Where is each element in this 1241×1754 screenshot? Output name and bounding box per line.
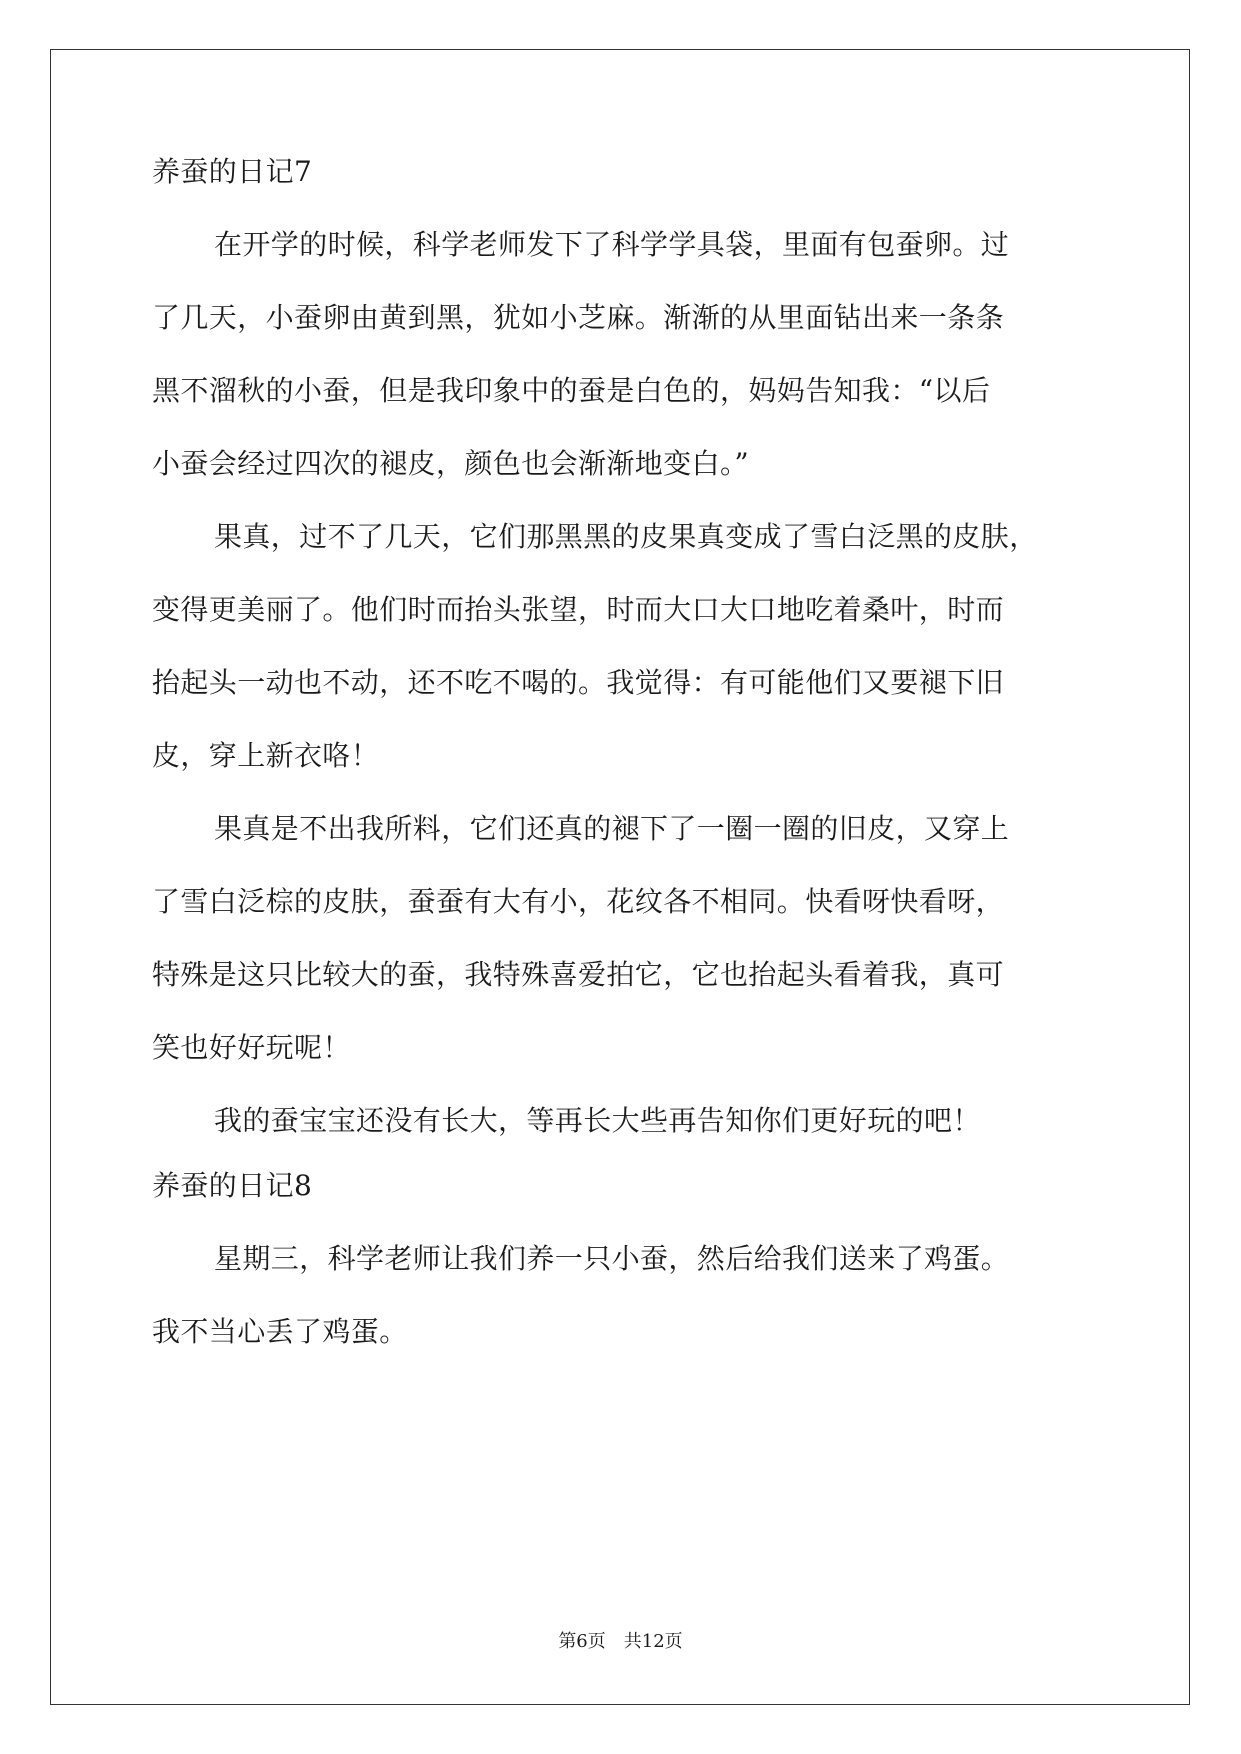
section-heading: 养蚕的日记8	[152, 1169, 313, 1202]
paragraph-line: 星期三，科学老师让我们养一只小蚕，然后给我们送来了鸡蛋。	[214, 1242, 1010, 1275]
paragraph-line: 了雪白泛棕的皮肤，蚕蚕有大有小，花纹各不相同。快看呀快看呀，	[152, 885, 1005, 918]
paragraph-line: 了几天，小蚕卵由黄到黑，犹如小芝麻。渐渐的从里面钻出来一条条	[152, 301, 1005, 334]
page-total: 共12页	[623, 1631, 683, 1652]
paragraph-line: 抬起头一动也不动，还不吃不喝的。我觉得：有可能他们又要褪下旧	[152, 666, 1005, 699]
paragraph-line: 皮，穿上新衣咯！	[152, 739, 380, 772]
paragraph-line: 变得更美丽了。他们时而抬头张望，时而大口大口地吃着桑叶，时而	[152, 593, 1005, 626]
page-footer	[0, 1630, 1241, 1654]
paragraph-line: 黑不溜秋的小蚕，但是我印象中的蚕是白色的，妈妈告知我：“以后	[152, 374, 991, 407]
paragraph-line: 果真是不出我所料，它们还真的褪下了一圈一圈的旧皮，又穿上	[214, 812, 1010, 845]
paragraph-line: 我不当心丢了鸡蛋。	[152, 1315, 408, 1348]
page-number: 第6页	[558, 1631, 606, 1652]
section-heading: 养蚕的日记7	[152, 155, 313, 188]
paragraph-line: 果真，过不了几天，它们那黑黑的皮果真变成了雪白泛黑的皮肤，	[214, 520, 1038, 553]
paragraph-line: 我的蚕宝宝还没有长大，等再长大些再告知你们更好玩的吧！	[214, 1104, 981, 1137]
paragraph-line: 特殊是这只比较大的蚕，我特殊喜爱拍它，它也抬起头看着我，真可	[152, 958, 1005, 991]
paragraph-line: 在开学的时候，科学老师发下了科学学具袋，里面有包蚕卵。过	[214, 228, 1010, 261]
paragraph-line: 小蚕会经过四次的褪皮，颜色也会渐渐地变白。”	[152, 447, 750, 480]
paragraph-line: 笑也好好玩呢！	[152, 1031, 351, 1064]
